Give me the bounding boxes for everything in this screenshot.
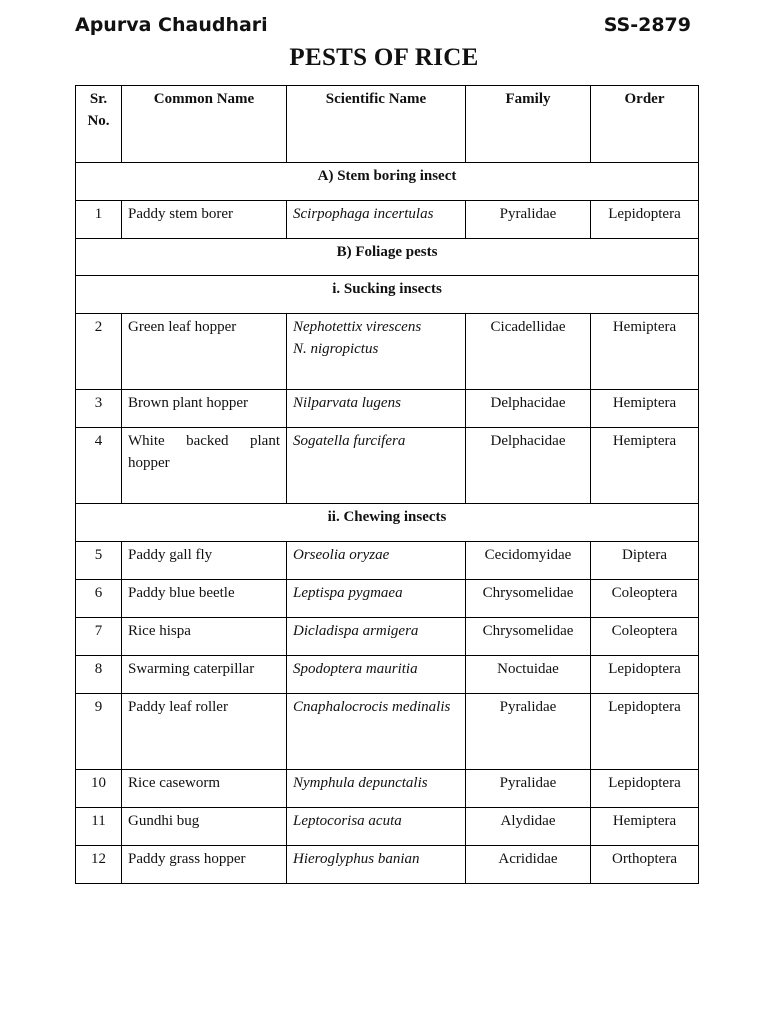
- table-row: [76, 694, 699, 770]
- cell-scientific-name: Dicladispa armigera: [287, 618, 466, 656]
- column-header-scientific-name: Scientific Name: [287, 86, 466, 163]
- section-row: [76, 504, 699, 542]
- cell-scientific-name: Orseolia oryzae: [287, 542, 466, 580]
- cell-common-name: Gundhi bug: [122, 808, 287, 846]
- cell-scientific-name: Nilparvata lugens: [287, 390, 466, 428]
- cell-order: Hemiptera: [591, 314, 699, 390]
- cell-common-name: Green leaf hopper: [122, 314, 287, 390]
- cell-family: Pyralidae: [466, 201, 591, 239]
- cell-family: Acrididae: [466, 846, 591, 884]
- cell-order: Orthoptera: [591, 846, 699, 884]
- column-header-common-name: Common Name: [122, 86, 287, 163]
- column-header-order: Order: [591, 86, 699, 163]
- table-row: [76, 428, 699, 504]
- cell-family: Cicadellidae: [466, 314, 591, 390]
- cell-order: Hemiptera: [591, 808, 699, 846]
- cell-family: Alydidae: [466, 808, 591, 846]
- cell-sr: 11: [76, 808, 122, 846]
- cell-sr: 1: [76, 201, 122, 239]
- cell-sr: 12: [76, 846, 122, 884]
- cell-common-name: Paddy grass hopper: [122, 846, 287, 884]
- column-header-family: Family: [466, 86, 591, 163]
- table-row: [76, 656, 699, 694]
- cell-sr: 6: [76, 580, 122, 618]
- cell-common-name: Paddy stem borer: [122, 201, 287, 239]
- cell-order: Hemiptera: [591, 428, 699, 504]
- cell-common-name: Paddy gall fly: [122, 542, 287, 580]
- section-row: [76, 239, 699, 276]
- cell-scientific-name: Sogatella furcifera: [287, 428, 466, 504]
- cell-order: Diptera: [591, 542, 699, 580]
- cell-family: Noctuidae: [466, 656, 591, 694]
- cell-sr: 5: [76, 542, 122, 580]
- cell-scientific-name: Spodoptera mauritia: [287, 656, 466, 694]
- cell-scientific-name: Leptocorisa acuta: [287, 808, 466, 846]
- page-title: PESTS OF RICE: [289, 44, 479, 71]
- cell-sr: 4: [76, 428, 122, 504]
- cell-common-name: Rice caseworm: [122, 770, 287, 808]
- cell-sr: 7: [76, 618, 122, 656]
- cell-common-name: Brown plant hopper: [122, 390, 287, 428]
- scientific-name-line: N. nigropictus: [293, 341, 379, 357]
- cell-family: Cecidomyidae: [466, 542, 591, 580]
- table-row: [76, 808, 699, 846]
- section-row: [76, 276, 699, 314]
- table-row: [76, 314, 699, 390]
- cell-sr: 10: [76, 770, 122, 808]
- cell-order: Coleoptera: [591, 580, 699, 618]
- cell-sr: 2: [76, 314, 122, 390]
- table-row: [76, 846, 699, 884]
- cell-order: Lepidoptera: [591, 656, 699, 694]
- cell-common-name: Rice hispa: [122, 618, 287, 656]
- table-row: [76, 390, 699, 428]
- cell-common-name: White backed plant hopper: [122, 428, 287, 504]
- cell-family: Delphacidae: [466, 390, 591, 428]
- cell-sr: 3: [76, 390, 122, 428]
- pests-table: [75, 85, 699, 884]
- cell-scientific-name: Scirpophaga incertulas: [287, 201, 466, 239]
- cell-family: Chrysomelidae: [466, 580, 591, 618]
- author-name: Apurva Chaudhari: [75, 14, 268, 36]
- cell-common-name: Swarming caterpillar: [122, 656, 287, 694]
- section-stem-boring: A) Stem boring insect: [76, 163, 699, 201]
- cell-family: Pyralidae: [466, 770, 591, 808]
- cell-order: Lepidoptera: [591, 694, 699, 770]
- cell-common-name: Paddy blue beetle: [122, 580, 287, 618]
- cell-order: Coleoptera: [591, 618, 699, 656]
- cell-order: Lepidoptera: [591, 201, 699, 239]
- column-header-sr-no: Sr. No.: [76, 86, 122, 163]
- table-row: [76, 201, 699, 239]
- cell-order: Hemiptera: [591, 390, 699, 428]
- cell-order: Lepidoptera: [591, 770, 699, 808]
- student-id: SS-2879: [603, 14, 691, 36]
- cell-scientific-name: Leptispa pygmaea: [287, 580, 466, 618]
- table-row: [76, 770, 699, 808]
- table-header-row: [76, 86, 699, 163]
- cell-sr: 8: [76, 656, 122, 694]
- section-foliage: B) Foliage pests: [76, 239, 699, 276]
- table-row: [76, 618, 699, 656]
- scientific-name-line: Nephotettix virescens: [293, 319, 422, 335]
- section-sucking: i. Sucking insects: [76, 276, 699, 314]
- cell-scientific-name: Nymphula depunctalis: [287, 770, 466, 808]
- table-row: [76, 580, 699, 618]
- table-row: [76, 542, 699, 580]
- cell-family: Chrysomelidae: [466, 618, 591, 656]
- section-row: [76, 163, 699, 201]
- cell-family: Delphacidae: [466, 428, 591, 504]
- cell-scientific-name: Cnaphalocrocis medinalis: [287, 694, 466, 770]
- cell-scientific-name: [287, 314, 466, 390]
- cell-sr: 9: [76, 694, 122, 770]
- cell-scientific-name: Hieroglyphus banian: [287, 846, 466, 884]
- cell-common-name: Paddy leaf roller: [122, 694, 287, 770]
- section-chewing: ii. Chewing insects: [76, 504, 699, 542]
- cell-family: Pyralidae: [466, 694, 591, 770]
